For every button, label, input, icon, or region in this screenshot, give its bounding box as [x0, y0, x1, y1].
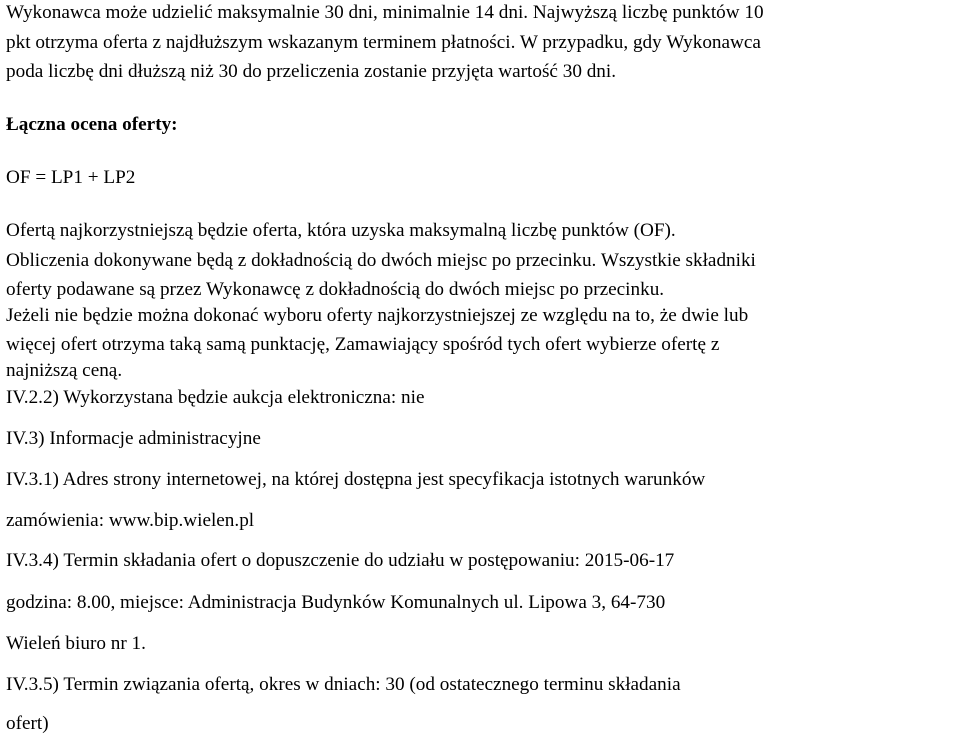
section-item: IV.3) Informacje administracyjne	[6, 428, 261, 449]
text-line: godzina: 8.00, miejsce: Administracja Budynków Komunalnych ul. Lipowa 3, 64-730	[6, 592, 666, 613]
section-item: IV.3.5) Termin związania ofertą, okres w dniach: 30 (od ostatecznego terminu składania	[6, 674, 681, 695]
text-line: Jeżeli nie będzie można dokonać wyboru oferty najkorzystniejszej ze względu na to, że dwie lub	[6, 305, 749, 326]
section-heading: Łączna ocena oferty:	[6, 114, 178, 135]
text-line: poda liczbę dni dłuższą niż 30 do przeliczenia zostanie przyjęta wartość 30 dni.	[6, 61, 617, 82]
text-line: Wykonawca może udzielić maksymalnie 30 dni, minimalnie 14 dni. Najwyższą liczbę punktów 10	[6, 2, 764, 23]
formula: OF = LP1 + LP2	[6, 167, 136, 188]
section-item: IV.3.4) Termin składania ofert o dopuszczenie do udziału w postępowaniu: 2015-06-17	[6, 550, 675, 571]
section-item: IV.3.1) Adres strony internetowej, na której dostępna jest specyfikacja istotnych warunków	[6, 469, 706, 490]
text-line: oferty podawane są przez Wykonawcę z dokładnością do dwóch miejsc po przecinku.	[6, 279, 665, 300]
text-line: ofert)	[6, 713, 49, 734]
calc-sentence: Obliczenia dokonywane będą z dokładnością do dwóch miejsc po przecinku.	[6, 250, 597, 271]
text-line: Wieleń biuro nr 1.	[6, 633, 146, 654]
text-line: pkt otrzyma oferta z najdłuższym wskazanym terminem płatności. W przypadku, gdy Wykonawca	[6, 32, 761, 53]
calc-sentence-tail: Wszystkie składniki	[600, 250, 756, 271]
text-line: więcej ofert otrzyma taką samą punktację, Zamawiający spośród tych ofert wybierze ofertę z	[6, 334, 720, 355]
text-line: zamówienia: www.bip.wielen.pl	[6, 510, 255, 531]
text-line	[6, 249, 756, 273]
text-line: najniższą ceną.	[6, 360, 123, 381]
section-item: IV.2.2) Wykorzystana będzie aukcja elektroniczna: nie	[6, 387, 425, 408]
text-line: Ofertą najkorzystniejszą będzie oferta, która uzyska maksymalną liczbę punktów (OF).	[6, 220, 676, 241]
